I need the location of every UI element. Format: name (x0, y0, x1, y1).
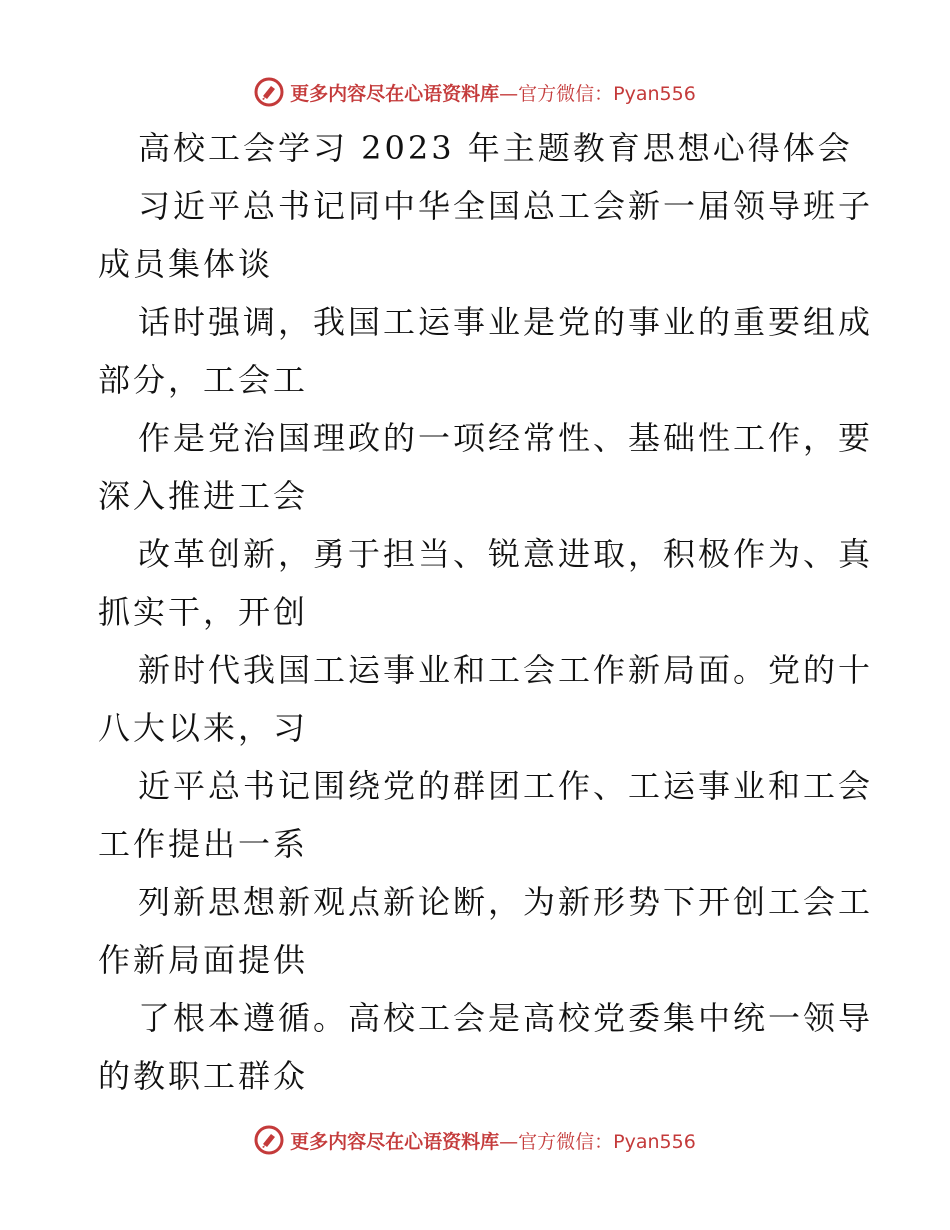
paragraph-line: 了根本遵循。高校工会是高校党委集中统一领导 (138, 999, 874, 1037)
paragraph-line: 工作提出一系 (98, 825, 309, 863)
paragraph-line: 成员集体谈 (98, 245, 274, 283)
header-banner (0, 72, 950, 112)
brand-logo-icon (254, 1125, 284, 1155)
paragraph-line: 话时强调，我国工运事业是党的事业的重要组成 (138, 303, 874, 341)
paragraph-line: 习近平总书记同中华全国总工会新一届领导班子 (138, 187, 874, 225)
paragraph-line: 的教职工群众 (98, 1057, 309, 1095)
paragraph-line: 改革创新，勇于担当、锐意进取，积极作为、真 (138, 535, 874, 573)
paragraph-line: 近平总书记围绕党的群团工作、工运事业和工会 (138, 767, 874, 805)
paragraph-line: 作新局面提供 (98, 941, 309, 979)
paragraph-line: 深入推进工会 (98, 477, 309, 515)
paragraph-line: 新时代我国工运事业和工会工作新局面。党的十 (138, 651, 874, 689)
banner-separator: — (499, 82, 519, 105)
paragraph-line: 作是党治国理政的一项经常性、基础性工作，要 (138, 419, 874, 457)
banner-separator: — (499, 1130, 519, 1153)
paragraph-line: 列新思想新观点新论断，为新形势下开创工会工 (138, 883, 874, 921)
banner-main-text: 更多内容尽在心语资料库 (290, 1130, 500, 1153)
document-title: 高校工会学习 2023 年主题教育思想心得体会 (138, 129, 853, 167)
paragraph-line: 八大以来，习 (98, 709, 309, 747)
brand-logo-icon (254, 77, 284, 107)
banner-wechat-text: 官方微信：Pyan556 (518, 82, 696, 105)
banner-wechat-text: 官方微信：Pyan556 (518, 1130, 696, 1153)
paragraph-line: 部分，工会工 (98, 361, 309, 399)
footer-banner (0, 1120, 950, 1160)
banner-main-text: 更多内容尽在心语资料库 (290, 82, 500, 105)
banner-text (290, 79, 696, 106)
banner-text (290, 1127, 696, 1154)
paragraph-line: 抓实干，开创 (98, 593, 309, 631)
